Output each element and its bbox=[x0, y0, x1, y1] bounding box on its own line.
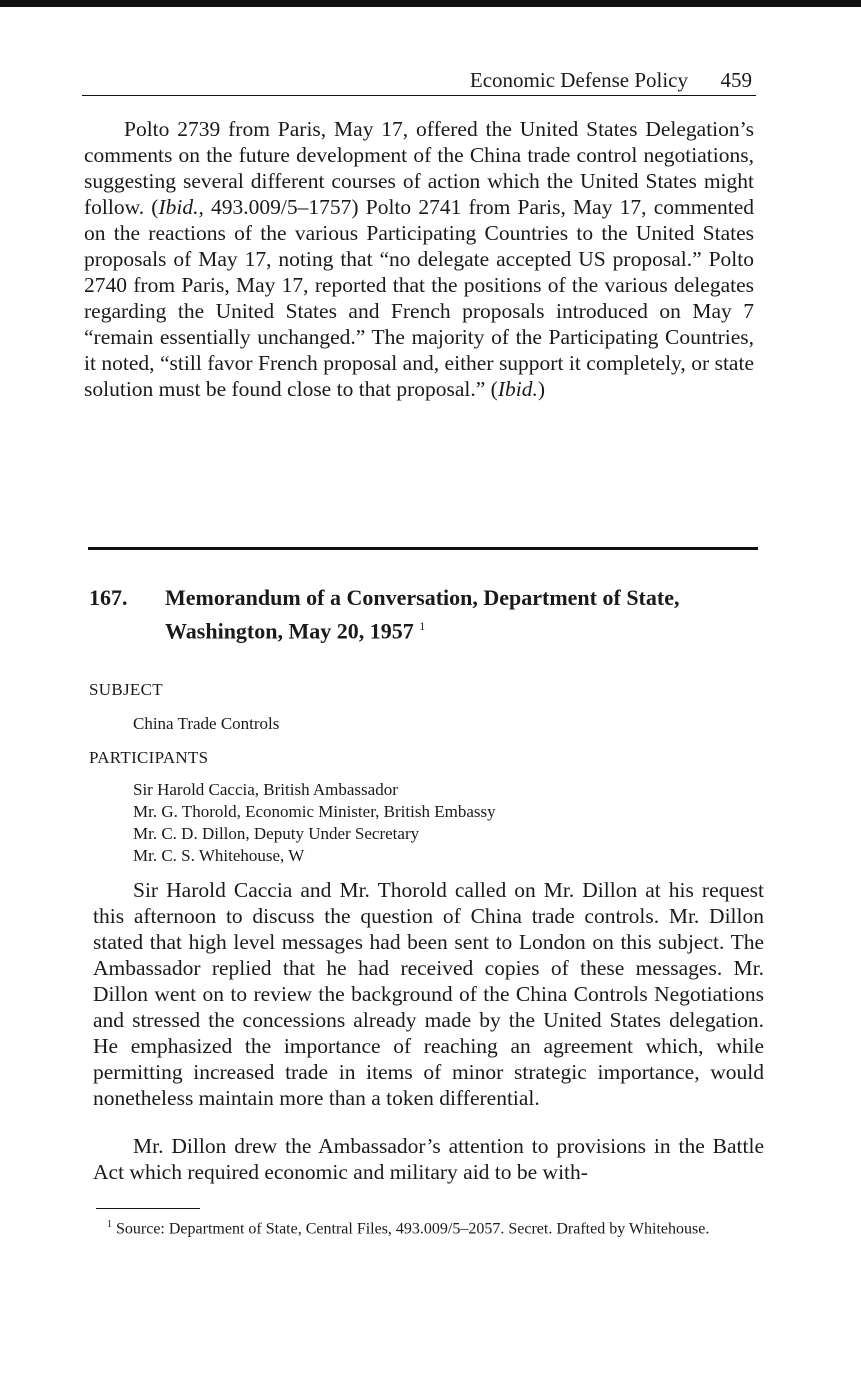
participant-item: Mr. C. D. Dillon, Deputy Under Secretary bbox=[133, 824, 420, 843]
section-divider bbox=[88, 547, 758, 550]
subject-text: China Trade Controls bbox=[133, 714, 280, 733]
participants-label: PARTICIPANTS bbox=[89, 748, 209, 767]
paragraph-battle-act: Mr. Dillon drew the Ambassador’s attention to provisions in the Battle Act which required economic and military aid to be with- bbox=[93, 1134, 764, 1184]
participants-list bbox=[133, 779, 496, 867]
running-head bbox=[82, 66, 756, 96]
footnote-ref: 1 bbox=[419, 619, 426, 633]
paragraph-1-part-2: , 493.009/5–1757) Polto 2741 from Paris, May 17, commented on the reactions of the various Participating Countries to the United States proposals of May 17, noting that “no delegate accepted US proposal.” Polto 2740 from Paris, May 17, reported that the positions of the various delegates regarding the United States and French proposals introduced on May 7 “remain essentially unchanged.” The majority of the Participating Countries, it noted, “still favor French proposal and, either support it completely, or state solution must be found close to that proposal.” ( bbox=[84, 195, 754, 401]
subject-label: SUBJECT bbox=[89, 680, 163, 699]
paragraph-polto-summary bbox=[84, 116, 754, 402]
ibid-reference: Ibid. bbox=[158, 195, 199, 219]
paragraph-conversation: Sir Harold Caccia and Mr. Thorold called on Mr. Dillon at his request this afternoon to discuss the question of China trade controls. Mr. Dillon stated that high level messages had been sent to London on this subject. The Ambassador replied that he had received copies of these messages. Mr. Dillon went on to review the background of the China Controls Negotiations and stressed the concessions already made by the United States delegation. He emphasized the importance of reaching an agreement which, while permitting increased trade in items of minor strategic importance, would nonetheless maintain more than a token differential. bbox=[93, 878, 764, 1110]
document-title: Memorandum of a Conversation, Department of State, Washington, May 20, 1957 bbox=[165, 585, 680, 644]
footnote bbox=[96, 1215, 764, 1239]
paragraph-1-part-3: ) bbox=[537, 377, 545, 401]
footnote-rule bbox=[96, 1208, 200, 1209]
document-number: 167. bbox=[89, 585, 128, 610]
participant-item: Mr. C. S. Whitehouse, W bbox=[133, 846, 305, 865]
footnote-marker: 1 bbox=[107, 1219, 112, 1230]
running-head-title: Economic Defense Policy bbox=[469, 68, 688, 92]
participant-item: Mr. G. Thorold, Economic Minister, British Embassy bbox=[133, 802, 496, 821]
ibid-reference: Ibid. bbox=[497, 377, 538, 401]
paragraph-1-part-1: Polto 2739 from Paris, May 17, offered the United States Delegation’s comments on the future development of the China trade control negotiations, suggesting several different courses of action which the United States might follow. ( bbox=[84, 117, 754, 219]
participant-item: Sir Harold Caccia, British Ambassador bbox=[133, 780, 398, 799]
document-title-wrap bbox=[165, 584, 765, 645]
footnote-text: Source: Department of State, Central Files, 493.009/5–2057. Secret. Drafted by Whitehouse. bbox=[116, 1220, 710, 1238]
page-number: 459 bbox=[720, 68, 752, 92]
scan-top-edge bbox=[0, 0, 861, 7]
